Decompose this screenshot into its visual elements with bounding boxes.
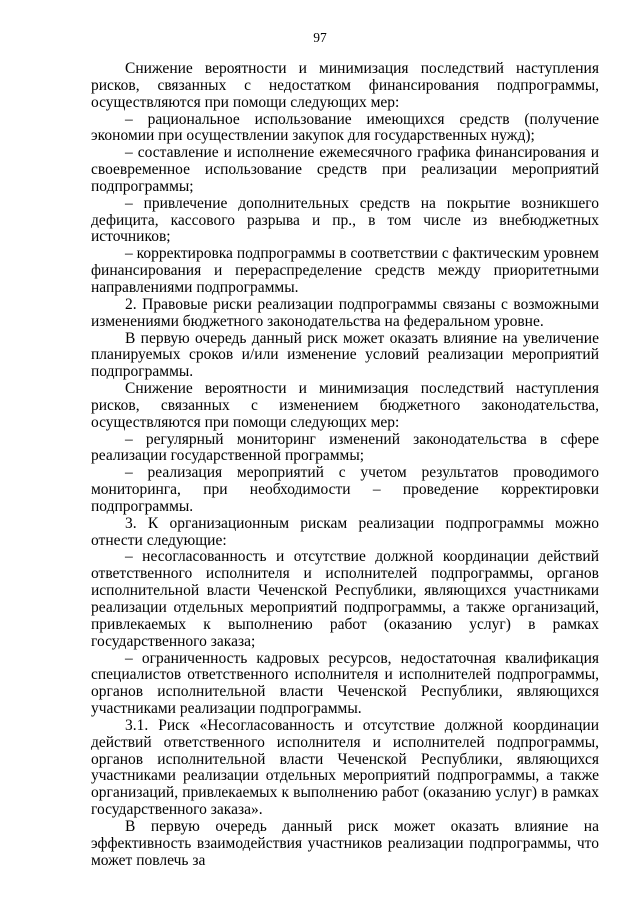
list-item-additional-funds: – привлечение дополнительных средств на покрытие возникшего дефицита, кассового разрыва и пр., в том числе из внебюджетных источников; — [91, 194, 599, 246]
list-item-staff-resources: – ограниченность кадровых ресурсов, недостаточная квалификация специалистов ответственного исполнителя и исполнителей подпрограммы, органов исполнительной власти Чеченской Республики, являющихся участниками реализации подпрограммы. — [91, 649, 599, 718]
list-item-monthly-schedule: – составление и исполнение ежемесячного графика финансирования и своевременное использование средств при реализации мероприятий подпрограммы; — [91, 144, 599, 195]
list-item-rational-use: – рациональное использование имеющихся средств (получение экономии при осуществлении закупок для государственных нужд); — [91, 110, 599, 145]
paragraph-risk-mitigation-financing: Снижение вероятности и минимизация последствий наступления рисков, связанных с недостатком финансирования подпрограммы, осуществляются при помощи следующих мер: — [91, 60, 599, 111]
list-item-implementation: – реализация мероприятий с учетом результатов проводимого мониторинга, при необходимости – проведение корректировки подпрограммы. — [91, 464, 599, 515]
list-item-adjustment: – корректировка подпрограммы в соответствии с фактическим уровнем финансирования и перераспределение средств между приоритетными направлениями подпрограммы. — [91, 245, 599, 296]
page-number: 97 — [313, 30, 327, 45]
paragraph-legal-risk-impact: В первую очередь данный риск может оказать влияние на увеличение планируемых сроков и/или изменение условий реализации мероприятий подпрограммы. — [91, 329, 599, 381]
paragraph-legal-risk-mitigation: Снижение вероятности и минимизация последствий наступления рисков, связанных с изменением бюджетного законодательства, осуществляются при помощи следующих мер: — [91, 380, 599, 431]
paragraph-legal-risks: 2. Правовые риски реализации подпрограммы связаны с возможными изменениями бюджетного законодательства на федеральном уровне. — [91, 295, 599, 330]
paragraph-organizational-risks: 3. К организационным рискам реализации подпрограммы можно отнести следующие: — [91, 514, 599, 549]
paragraph-risk-3-1-impact: В первую очередь данный риск может оказать влияние на эффективность взаимодействия участников реализации подпрограммы, что может повлечь за — [91, 817, 599, 869]
paragraph-risk-3-1: 3.1. Риск «Несогласованность и отсутствие должной координации действий ответственного исполнителя и исполнителей подпрограммы, органов исполнительной власти Чеченской Республики, являющихся участниками реализации отдельных мероприятий подпрограммы, а также организаций, привлекаемых к выполнению работ (оказанию услуг) в рамках государственного заказа». — [91, 716, 599, 819]
list-item-monitoring: – регулярный мониторинг изменений законодательства в сфере реализации государственной программы; — [91, 430, 599, 465]
document-body — [91, 61, 599, 870]
list-item-coordination: – несогласованность и отсутствие должной координации действий ответственного исполнителя и исполнителей подпрограммы, органов исполнительной власти Чеченской Республики, являющихся участниками реализации отдельных мероприятий подпрограммы, а также организаций, привлекаемых к выполнению работ (оказанию услуг) в рамках государственного заказа; — [91, 548, 599, 650]
